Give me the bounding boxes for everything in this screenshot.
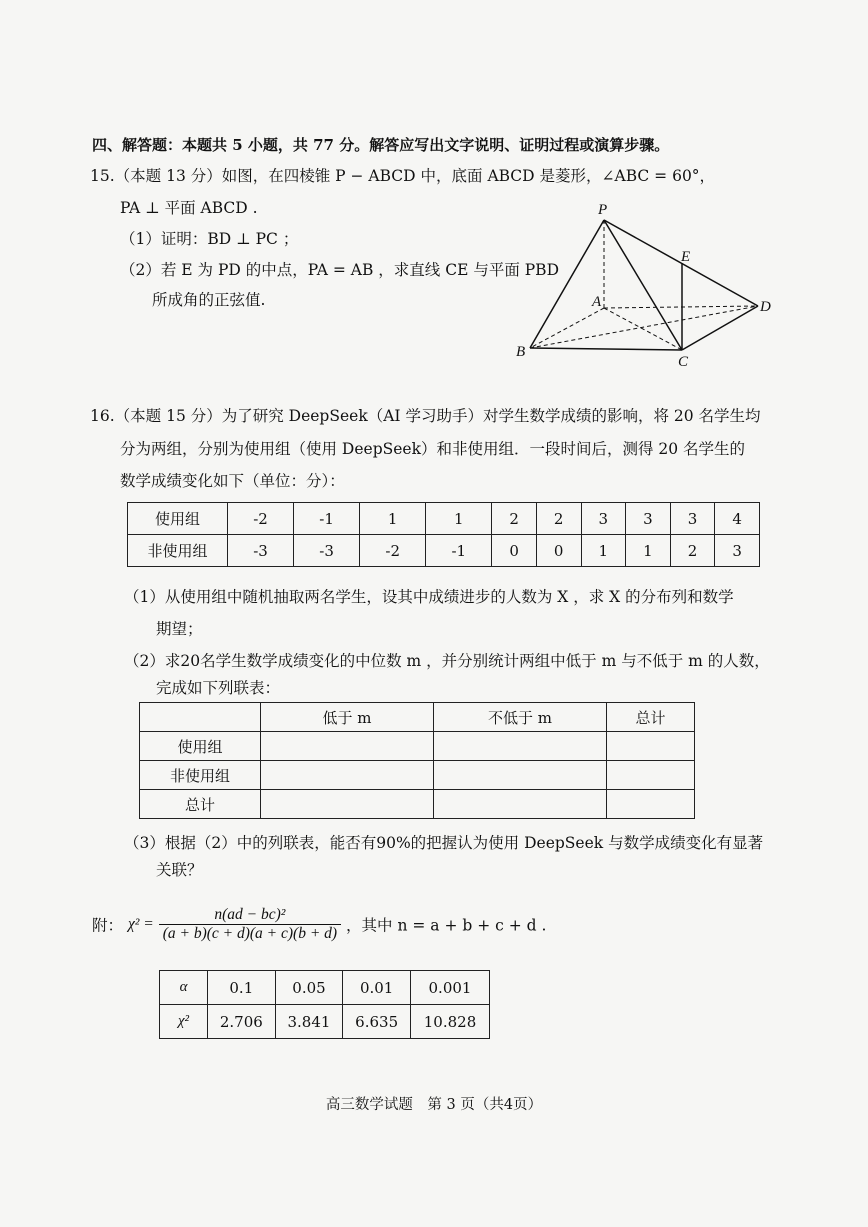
alpha-value: 0.001 xyxy=(411,971,490,1005)
answer-cell[interactable] xyxy=(261,732,434,761)
header-blank xyxy=(140,703,261,732)
contingency-header-row xyxy=(140,703,695,732)
chi-square-fraction xyxy=(159,906,341,943)
cell: 1 xyxy=(581,535,626,567)
answer-cell[interactable] xyxy=(434,790,607,819)
cell: -1 xyxy=(426,535,492,567)
cell: 2 xyxy=(670,535,715,567)
chi-square-lhs: χ² = xyxy=(127,915,154,933)
critical-value-table xyxy=(159,970,490,1039)
label-p: P xyxy=(598,202,608,218)
q15-stem-line2: PA ⊥ 平面 ABCD . xyxy=(120,199,258,217)
cell: 0 xyxy=(492,535,537,567)
q16-part1-line1: （1）从使用组中随机抽取两名学生，设其中成绩进步的人数为 X ，求 X 的分布列和数学 xyxy=(124,588,734,606)
contingency-row xyxy=(140,761,695,790)
cell: 1 xyxy=(360,503,426,535)
row-label: 非使用组 xyxy=(128,535,228,567)
cell: 2 xyxy=(492,503,537,535)
q16-part2-line1: （2）求20名学生数学成绩变化的中位数 m ，并分别统计两组中低于 m 与不低于 m 的人数， xyxy=(124,652,770,670)
q15-stem-line1: 15.（本题 13 分）如图，在四棱锥 P − ABCD 中，底面 ABCD 是菱形，∠ABC = 60°， xyxy=(90,167,716,185)
chi-value: 10.828 xyxy=(411,1005,490,1039)
chi-value: 3.841 xyxy=(275,1005,343,1039)
edge-ad-hidden xyxy=(604,306,758,308)
pyramid-figure xyxy=(508,198,788,376)
cell: 1 xyxy=(626,535,671,567)
q15-part1: （1）证明：BD ⊥ PC ； xyxy=(120,230,299,248)
cell: -3 xyxy=(294,535,360,567)
q16-part2-line2: 完成如下列联表： xyxy=(156,679,281,697)
label-e: E xyxy=(681,249,691,265)
edge-cd xyxy=(682,306,758,350)
answer-cell[interactable] xyxy=(607,761,695,790)
edge-bd-hidden xyxy=(530,306,758,348)
cell: 3 xyxy=(715,535,760,567)
cell: 0 xyxy=(536,535,581,567)
appendix-formula xyxy=(92,906,546,943)
row-label: 非使用组 xyxy=(140,761,261,790)
edge-ac-hidden xyxy=(604,308,682,350)
row-use-group xyxy=(128,503,760,535)
chi-row xyxy=(160,1005,490,1039)
q16-part3-line1: （3）根据（2）中的列联表，能否有90%的把握认为使用 DeepSeek 与数学成绩变化有显著 xyxy=(124,834,764,852)
header-total: 总计 xyxy=(607,703,695,732)
q15-part2-line1: （2）若 E 为 PD 的中点，PA = AB ，求直线 CE 与平面 PBD xyxy=(120,261,559,279)
label-a: A xyxy=(592,294,602,310)
answer-cell[interactable] xyxy=(434,761,607,790)
cell: 2 xyxy=(536,503,581,535)
fraction-denominator: (a + b)(c + d)(a + c)(b + d) xyxy=(162,925,338,942)
answer-cell[interactable] xyxy=(261,761,434,790)
row-label: 使用组 xyxy=(128,503,228,535)
answer-cell[interactable] xyxy=(607,732,695,761)
cell: 3 xyxy=(626,503,671,535)
cell: 3 xyxy=(581,503,626,535)
label-d: D xyxy=(760,299,771,315)
alpha-label: α xyxy=(160,971,208,1005)
label-b: B xyxy=(516,344,526,360)
fraction-numerator: n(ad − bc)² xyxy=(159,906,341,925)
header-below-m: 低于 m xyxy=(261,703,434,732)
cell: 4 xyxy=(715,503,760,535)
edge-bc xyxy=(530,348,682,350)
alpha-value: 0.01 xyxy=(343,971,411,1005)
answer-cell[interactable] xyxy=(434,732,607,761)
contingency-table xyxy=(139,702,695,819)
header-not-below-m: 不低于 m xyxy=(434,703,607,732)
score-change-table xyxy=(127,502,760,567)
cell: 3 xyxy=(670,503,715,535)
chi-label: χ² xyxy=(160,1005,208,1039)
q16-part1-line2: 期望； xyxy=(156,620,203,638)
q16-part3-line2: 关联？ xyxy=(156,861,203,879)
contingency-row xyxy=(140,790,695,819)
alpha-value: 0.05 xyxy=(275,971,343,1005)
label-c: C xyxy=(678,354,689,370)
chi-value: 6.635 xyxy=(343,1005,411,1039)
q15-part2-line2: 所成角的正弦值. xyxy=(152,291,266,309)
cell: -2 xyxy=(360,535,426,567)
appendix-prefix: 附： xyxy=(92,916,124,935)
page-footer: 高三数学试题 第 3 页（共4页） xyxy=(325,1097,543,1113)
q16-stem-line1: 16.（本题 15 分）为了研究 DeepSeek（AI 学习助手）对学生数学成绩的影响，将 20 名学生均 xyxy=(90,407,761,425)
cell: -2 xyxy=(228,503,294,535)
appendix-suffix: ，其中 n = a + b + c + d . xyxy=(346,916,547,935)
row-non-use-group xyxy=(128,535,760,567)
cell: -1 xyxy=(294,503,360,535)
answer-cell[interactable] xyxy=(607,790,695,819)
contingency-row xyxy=(140,732,695,761)
alpha-row xyxy=(160,971,490,1005)
row-label: 使用组 xyxy=(140,732,261,761)
section-heading: 四、解答题：本题共 5 小题，共 77 分。解答应写出文字说明、证明过程或演算步骤。 xyxy=(92,136,670,154)
cell: -3 xyxy=(228,535,294,567)
q16-stem-line3: 数学成绩变化如下（单位：分）： xyxy=(120,472,345,490)
alpha-value: 0.1 xyxy=(208,971,276,1005)
edge-pc xyxy=(604,220,682,350)
q16-stem-line2: 分为两组，分别为使用组（使用 DeepSeek）和非使用组．一段时间后，测得 20 名学生的 xyxy=(120,440,746,458)
answer-cell[interactable] xyxy=(261,790,434,819)
chi-value: 2.706 xyxy=(208,1005,276,1039)
row-label: 总计 xyxy=(140,790,261,819)
edge-pb xyxy=(530,220,604,348)
cell: 1 xyxy=(426,503,492,535)
